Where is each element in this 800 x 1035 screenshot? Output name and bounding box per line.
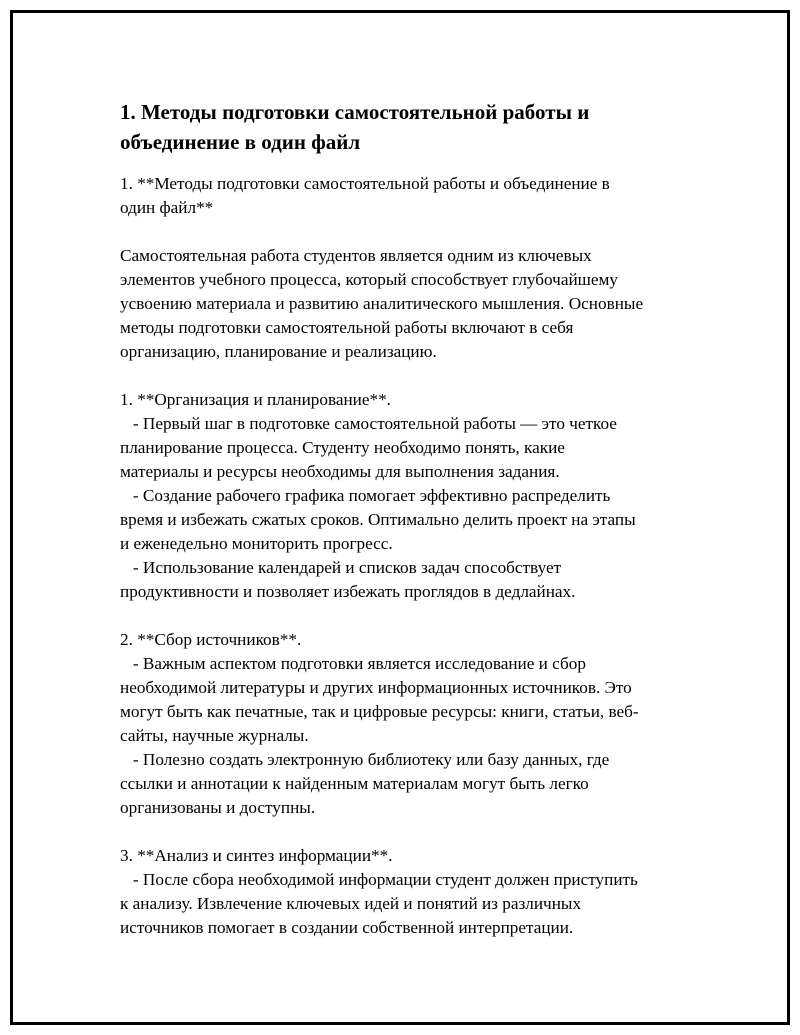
body-blank-line: [120, 820, 700, 844]
body-line: методы подготовки самостоятельной работы включают в себя: [120, 318, 574, 337]
body-line: организованы и доступны.: [120, 798, 316, 817]
body-blank-line: [120, 364, 700, 388]
body-line: Самостоятельная работа студентов является одним из ключевых: [120, 246, 592, 265]
document-title: [120, 97, 700, 157]
title-line: 1. Методы подготовки самостоятельной работы и: [120, 100, 590, 124]
body-line: планирование процесса. Студенту необходимо понять, какие: [120, 438, 565, 457]
document-page: [10, 10, 790, 1025]
body-line: - Использование календарей и списков задач способствует: [120, 558, 562, 577]
body-blank-line: [120, 220, 700, 244]
body-line: необходимой литературы и других информационных источников. Это: [120, 678, 632, 697]
body-line: время и избежать сжатых сроков. Оптимально делить проект на этапы: [120, 510, 636, 529]
body-line: - После сбора необходимой информации студент должен приступить: [120, 870, 638, 889]
body-line: элементов учебного процесса, который способствует глубочайшему: [120, 270, 618, 289]
body-line: - Важным аспектом подготовки является исследование и сбор: [120, 654, 586, 673]
body-line: к анализу. Извлечение ключевых идей и понятий из различных: [120, 894, 582, 913]
body-line: ссылки и аннотации к найденным материалам могут быть легко: [120, 774, 589, 793]
body-line: усвоению материала и развитию аналитического мышления. Основные: [120, 294, 644, 313]
body-line: - Создание рабочего графика помогает эффективно распределить: [120, 486, 611, 505]
title-line: объединение в один файл: [120, 130, 361, 154]
body-blank-line: [120, 604, 700, 628]
body-line: - Полезно создать электронную библиотеку или базу данных, где: [120, 750, 610, 769]
document-content: [120, 97, 700, 940]
body-line: сайты, научные журналы.: [120, 726, 309, 745]
body-line: - Первый шаг в подготовке самостоятельной работы — это четкое: [120, 414, 617, 433]
body-line: материалы и ресурсы необходимы для выполнения задания.: [120, 462, 560, 481]
body-line: могут быть как печатные, так и цифровые ресурсы: книги, статьи, веб-: [120, 702, 639, 721]
body-line: продуктивности и позволяет избежать проглядов в дедлайнах.: [120, 582, 576, 601]
section-heading: 1. **Организация и планирование**.: [120, 390, 391, 409]
body-line: 1. **Методы подготовки самостоятельной работы и объединение в: [120, 174, 610, 193]
body-line: один файл**: [120, 198, 214, 217]
section-heading: 2. **Сбор источников**.: [120, 630, 302, 649]
section-heading: 3. **Анализ и синтез информации**.: [120, 846, 393, 865]
document-body: [120, 172, 700, 940]
body-line: организацию, планирование и реализацию.: [120, 342, 437, 361]
body-line: и еженедельно мониторить прогресс.: [120, 534, 393, 553]
body-line: источников помогает в создании собственной интерпретации.: [120, 918, 574, 937]
